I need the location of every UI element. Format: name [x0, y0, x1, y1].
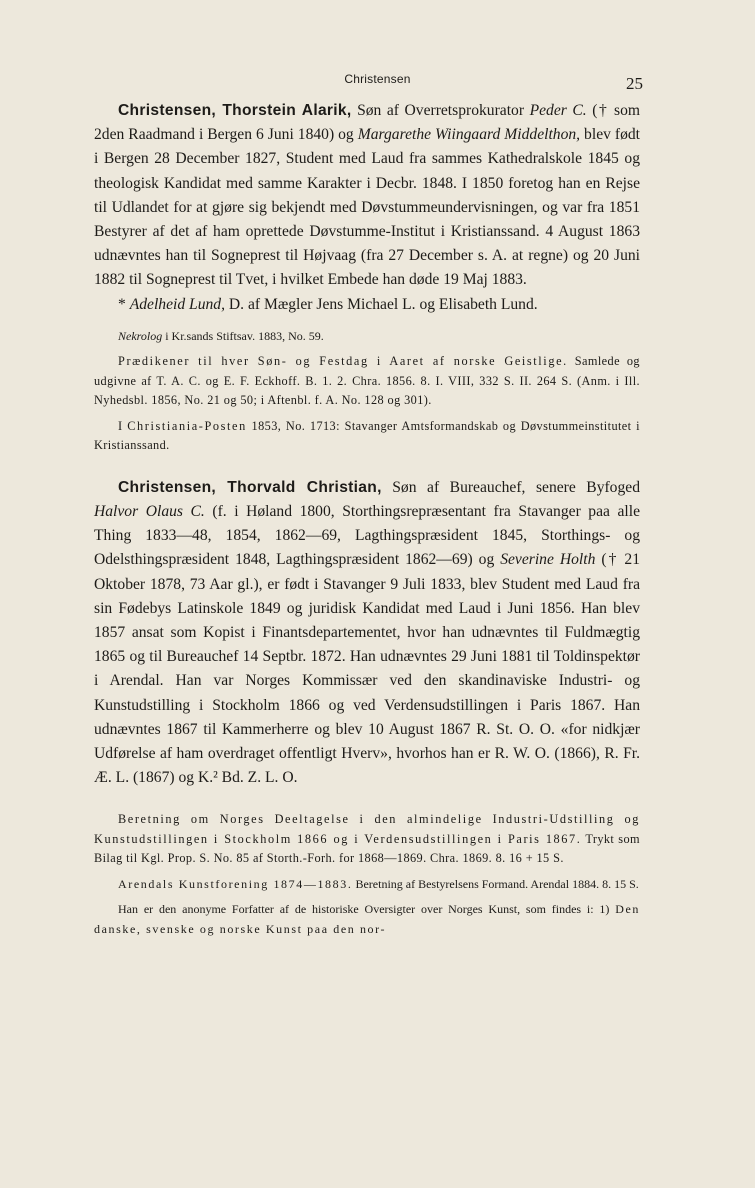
mother-name: Margarethe Wiingaard Middelthon, [357, 126, 581, 144]
page-content [94, 99, 640, 939]
entry-separator [94, 456, 640, 476]
page-number: 25 [626, 74, 643, 93]
entry-thorvald-paragraph: Christensen, Thorvald Christian, Søn af Bureauchef, senere Byfoged Halvor Olaus C. (f. i Høland 1800, Storthingsrepræsentant fra Stavanger paa alle Thing 1833—48, 1854, 1862—69, Lagthingspræsident 1845, Storthings- og Odelsthingspræsident 1848, Lagthingspræsident 1862—69) og Severine Holth († 21 Oktober 1878, 73 Aar gl.), er født i Stavanger 9 Juli 1833, blev Student med Laud fra sin Fødebys Latinskole 1849 og juridisk Kandidat med Laud i Juni 1856. Han blev 1857 ansat som Kopist i Finantsdepartementet, hvor han udnævntes til Fuldmægtig 1865 og til Bureauchef 14 Septbr. 1872. Han udnævntes 29 Juni 1881 til Toldinspektør i Arendal. Han var Norges Kommissær ved den skandinaviske Industri- og Kunstudstilling i Stockholm 1866 og ved Verdensudstillingen i Paris 1867. Han udnævntes 1867 til Kammerherre og blev 10 August 1867 R. St. O. O. «for nidkjær Udførelse af ham overdraget offentligt Hverv», hvorhos han er R. W. O. (1866), R. Fr. Æ. L. (1867) og K.² Bd. Z. L. O. [94, 478, 641, 787]
note-arendals-kunstforening: Arendals Kunstforening 1874—1883. Beretning af Bestyrelsens Formand. Arendal 1884. 8. 15 S. [118, 876, 639, 891]
entry-thorstein-paragraph: Christensen, Thorstein Alarik, Søn af Overretsprokurator Peder C. († som 2den Raadmand i Bergen 6 Juni 1840) og Margarethe Wiingaard Middelthon, blev født i Bergen 28 December 1827, Student med Laud fra sammes Kathedralskole 1845 og theologisk Kandidat med samme Karakter i Decbr. 1848. I 1850 foretog han en Rejse til Udlandet for at gjøre sig bekjendt med Døvstummeundervisningen, og var fra 1851 Bestyrer af det af ham oprettede Døvstumme-Institut i Kristianssand. 4 August 1863 udnævntes han til Sogneprest til Højvaag (fra 27 December s. A. at regne) og 20 Juni 1882 til Sogneprest til Tvet, i hvilket Embede han døde 19 Maj 1883. [94, 102, 641, 289]
note-praedikener: Prædikener til hver Søn- og Festdag i Aaret af norske Geistlige. Samlede og udgivne af T. A. C. og E. F. Eckhoff. B. 1. 2. Chra. 1856. 8. I. VIII, 332 S. II. 264 S. (Anm. i Ill. Nyhedsbl. 1856, No. 21 og 50; i Aftenbl. f. A. No. 128 og 301). [94, 354, 640, 408]
entry-thorstein-heading: Christensen, Thorstein Alarik, [118, 102, 352, 119]
father-name: Halvor Olaus C. [94, 503, 205, 521]
entry-thorstein-spouse: * Adelheid Lund, D. af Mægler Jens Michael L. og Elisabeth Lund. [118, 295, 538, 313]
note-nekrolog: Nekrolog i Kr.sands Stiftsav. 1883, No. 59. [118, 328, 324, 343]
mother-name: Severine Holth [500, 551, 596, 569]
note-christiania-posten: I Christiania-Posten 1853, No. 1713: Stavanger Amtsformandskab og Døvstummeinstitutet i Kristianssand. [94, 418, 640, 453]
note-beretning: Beretning om Norges Deeltagelse i den almindelige Industri-Udstilling og Kunstudstillingen i Stockholm 1866 og i Verdensudstillingen i Paris 1867. Trykt som Bilag til Kgl. Prop. S. No. 85 af Storth.-Forh. for 1868—1869. Chra. 1869. 8. 16 + 15 S. [94, 812, 641, 866]
spouse-name: Adelheid Lund, [129, 295, 225, 313]
father-name: Peder C. [529, 102, 587, 119]
entry-thorvald-heading: Christensen, Thorvald Christian, [118, 478, 382, 496]
running-head: Christensen [344, 72, 411, 86]
note-anonymous-author: Han er den anonyme Forfatter af de historiske Oversigter over Norges Kunst, som findes i: 1) Den danske, svenske og norske Kunst paa den nor- [94, 902, 640, 936]
